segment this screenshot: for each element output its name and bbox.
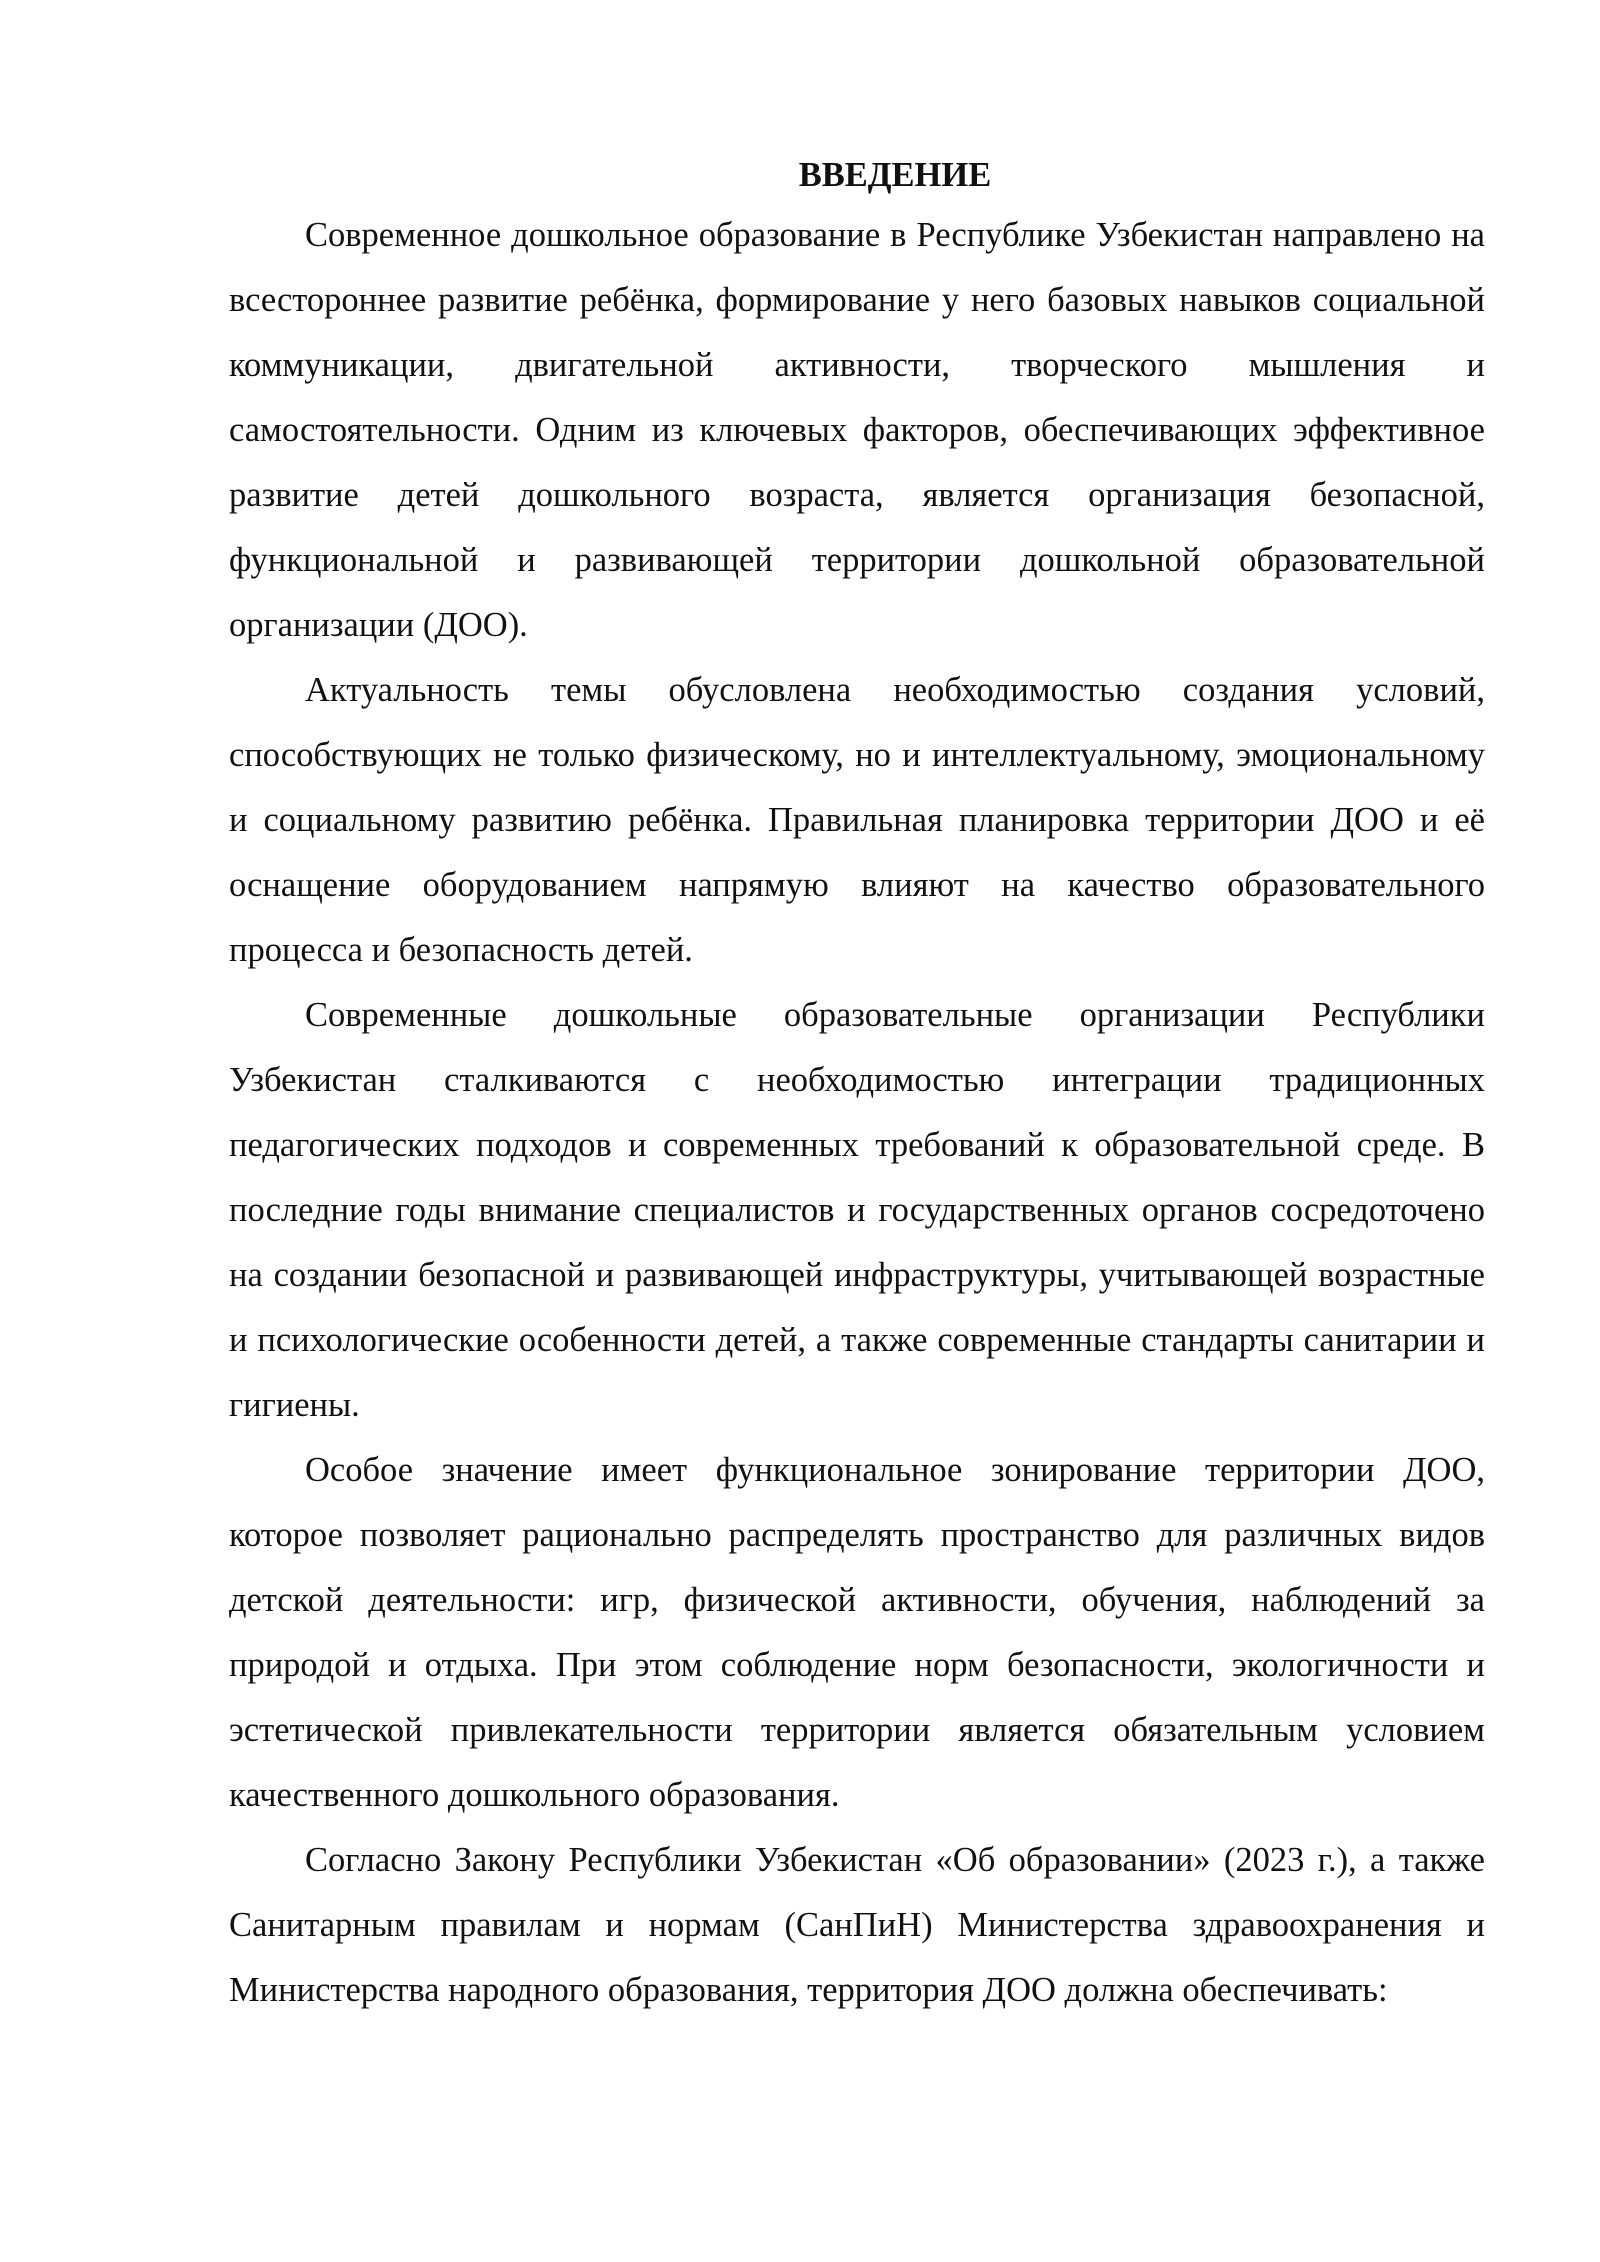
section-heading: ВВЕДЕНИЕ	[798, 156, 992, 194]
paragraph: Актуальность темы обусловлена необходимостью создания условий, способствующих не только физическому, но и интеллектуальному, эмоциональному и социальному развитию ребёнка. Правильная планировка территории ДОО и её оснащение оборудованием напрямую влияют на качество образовательного процесса и безопасность детей.	[229, 671, 1485, 969]
page-content	[229, 148, 1485, 2023]
paragraph: Современные дошкольные образовательные организации Республики Узбекистан сталкиваются с необходимостью интеграции традиционных педагогических подходов и современных требований к образовательной среде. В последние годы внимание специалистов и государственных органов сосредоточено на создании безопасной и развивающей инфраструктуры, учитывающей возрастные и психологические особенности детей, а также современные стандарты санитарии и гигиены.	[229, 996, 1485, 1424]
paragraph: Современное дошкольное образование в Республике Узбекистан направлено на всестороннее развитие ребёнка, формирование у него базовых навыков социальной коммуникации, двигательной активности, творческого мышления и самостоятельности. Одним из ключевых факторов, обеспечивающих эффективное развитие детей дошкольного возраста, является организация безопасной, функциональной и развивающей территории дошкольной образовательной организации (ДОО).	[229, 216, 1485, 644]
paragraph: Особое значение имеет функциональное зонирование территории ДОО, которое позволяет рационально распределять пространство для различных видов детской деятельности: игр, физической активности, обучения, наблюдений за природой и отдыха. При этом соблюдение норм безопасности, экологичности и эстетической привлекательности территории является обязательным условием качественного дошкольного образования.	[229, 1451, 1485, 1814]
paragraph: Согласно Закону Республики Узбекистан «Об образовании» (2023 г.), а также Санитарным правилам и нормам (СанПиН) Министерства здравоохранения и Министерства народного образования, территория ДОО должна обеспечивать:	[229, 1841, 1485, 2009]
